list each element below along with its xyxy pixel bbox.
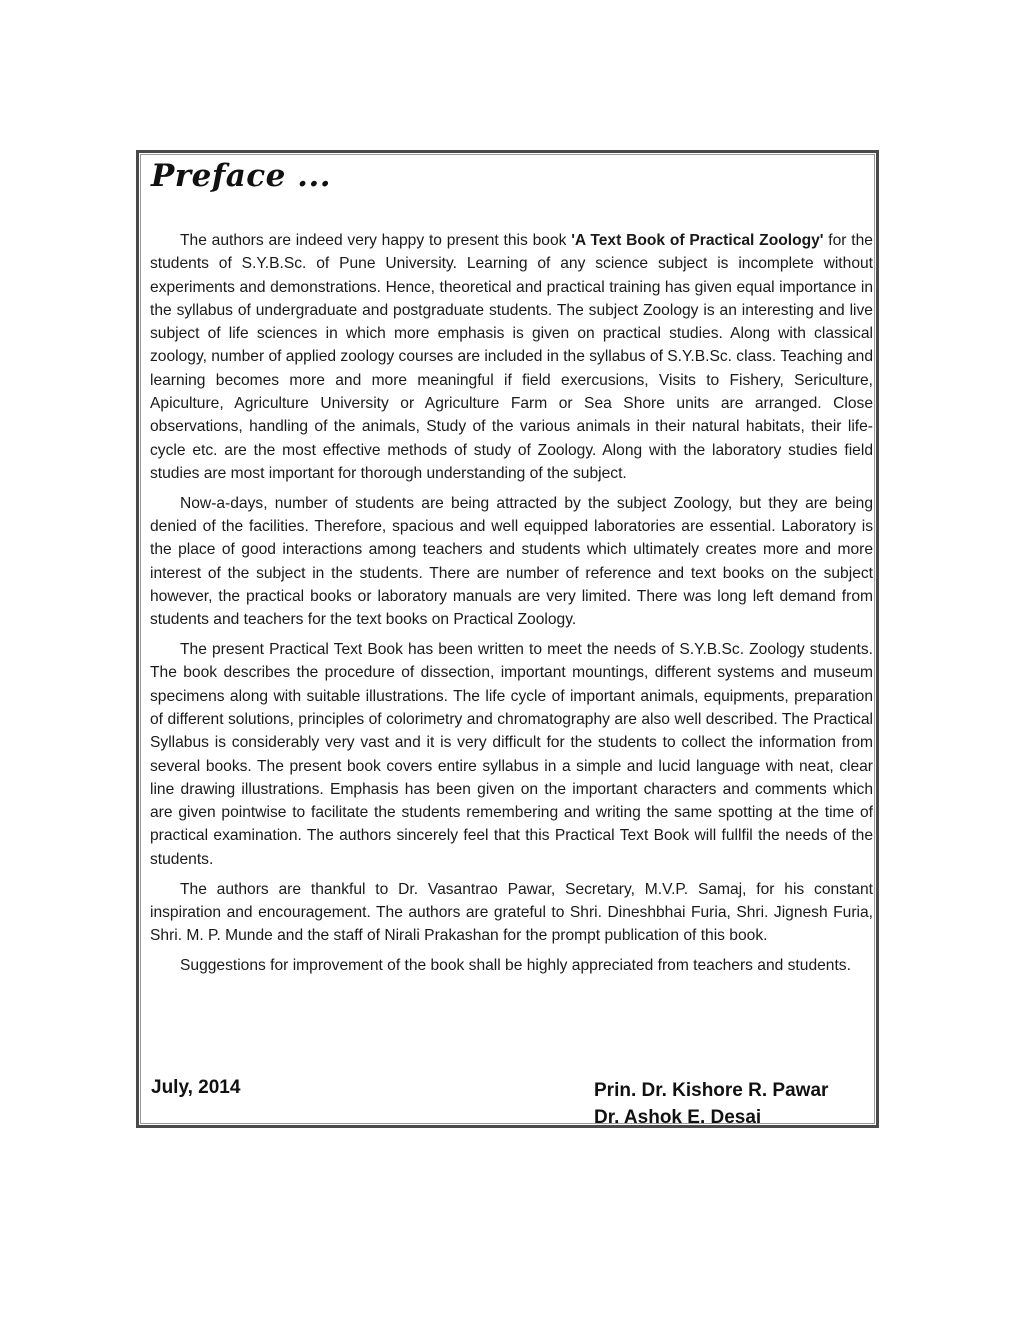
author-1: Prin. Dr. Kishore R. Pawar [594, 1080, 829, 1101]
page-title: Preface ... [151, 158, 332, 194]
date: July, 2014 [151, 1077, 241, 1098]
paragraph-1 [150, 229, 873, 485]
author-2: Dr. Ashok E. Desai [594, 1107, 762, 1128]
paragraph-5: Suggestions for improvement of the book shall be highly appreciated from teachers and students. [180, 956, 851, 974]
paragraph-2: Now-a-days, number of students are being attracted by the subject Zoology, but they are being denied of the facilities. Therefore, spacious and well equipped laboratories are essential. Laboratory is the place of good interactions among teachers and students which ultimately creates more and more interest of the subject in the students. There are number of reference and text books on the subject however, the practical books or laboratory manuals are very limited. There was long left demand from students and teachers for the text books on Practical Zoology. [150, 494, 873, 629]
book-title: 'A Text Book of Practical Zoology' [571, 232, 824, 249]
preface-body [150, 229, 873, 984]
paragraph-1-rest: for the students of S.Y.B.Sc. of Pune University. Learning of any science subject is incomplete without experiments and demonstrations. Hence, theoretical and practical training has given equal importance in the syllabus of undergraduate and postgraduate students. The subject Zoology is an interesting and live subject of life sciences in which more emphasis is given on practical studies. Along with classical zoology, number of applied zoology courses are included in the syllabus of S.Y.B.Sc. class. Teaching and learning becomes more and more meaningful if field exercusions, Visits to Fishery, Sericulture, Apiculture, Agriculture University or Agriculture Farm or Sea Shore units are arranged. Close observations, handling of the animals, Study of the various animals in their natural habitats, their life-cycle etc. are the most effective methods of study of Zoology. Along with the laboratory studies field studies are most important for thorough understanding of the subject. [150, 232, 873, 482]
authors [594, 1077, 828, 1131]
paragraph-1-intro: The authors are indeed very happy to present this book [180, 232, 572, 249]
paragraph-3: The present Practical Text Book has been written to meet the needs of S.Y.B.Sc. Zoology students. The book describes the procedure of dissection, important mountings, different systems and museum specimens along with suitable illustrations. The life cycle of important animals, equipments, preparation of different solutions, principles of colorimetry and chromatography are also well described. The Practical Syllabus is considerably very vast and it is very difficult for the students to collect the information from several books. The present book covers entire syllabus in a simple and lucid language with neat, clear line drawing illustrations. Emphasis has been given on the important characters and comments which are given pointwise to facilitate the students remembering and writing the same spotting at the time of practical examination. The authors sincerely feel that this Practical Text Book will fullfil the needs of the students. [150, 641, 873, 868]
preface-frame [136, 150, 879, 1128]
paragraph-4: The authors are thankful to Dr. Vasantrao Pawar, Secretary, M.V.P. Samaj, for his constant inspiration and encouragement. The authors are grateful to Shri. Dineshbhai Furia, Shri. Jignesh Furia, Shri. M. P. Munde and the staff of Nirali Prakashan for the prompt publication of this book. [150, 880, 873, 945]
